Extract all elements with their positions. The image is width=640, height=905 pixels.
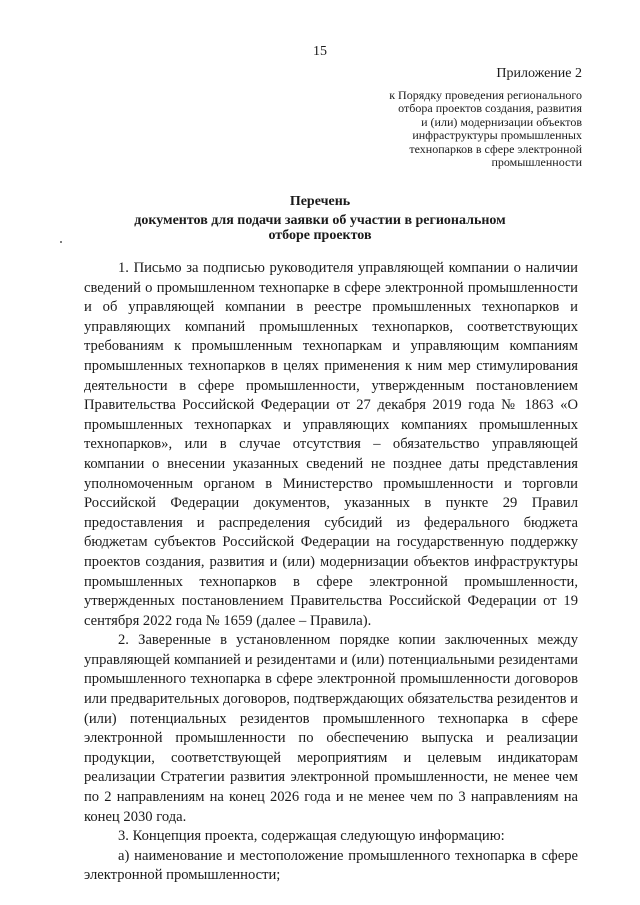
document-subtitle-line: документов для подачи заявки об участии в региональном xyxy=(134,213,506,228)
appendix-number: Приложение 2 xyxy=(496,66,582,81)
appendix-caption-line: к Порядку проведения регионального xyxy=(389,88,582,102)
paragraph-item-1: 1. Письмо за подписью руководителя управляющей компании о наличии сведений о промышленном технопарке в сфере электронной промышленности и об управляющей компании в реестре промышленных технопарков и управляющих компаний промышленных технопарков, соответствующих требованиям к промышленным технопаркам и управляющим компаниям промышленных технопарков в целях применения к ним мер стимулирования деятельности в сфере промышленности, утвержденным постановлением Правительства Российской Федерации от 27 декабря 2019 года № 1863 «О промышленных технопарках и управляющих компаниях промышленных технопарков», или в случае отсутствия – обязательство управляющей компании о внесении указанных сведений не позднее даты представления уполномоченным органом в Министерство промышленности и торговли Российской Федерации документов, указанных в пункте 29 Правил предоставления и распределения субсидий из федерального бюджета бюджетам субъектов Российской Федерации на государственную поддержку проектов создания, развития и (или) модернизации объектов инфраструктуры промышленных технопарков в сфере электронной промышленности, утвержденных постановлением Правительства Российской Федерации от 19 сентября 2022 года № 1659 (далее – Правила). xyxy=(84,260,578,629)
document-subtitle-line: отборе проектов xyxy=(268,228,372,243)
scan-speck xyxy=(60,241,62,243)
paragraph-item-2: 2. Заверенные в установленном порядке копии заключенных между управляющей компанией и резидентами и (или) потенциальными резидентами промышленного технопарка в сфере электронной промышленности договоров или предварительных договоров, подтверждающих обязательства резидентов и (или) потенциальных резидентов промышленного технопарка в сфере электронной промышленности по обеспечению выпуска и реализации продукции, соответствующей мероприятиям и целевым индикаторам реализации Стратегии развития электронной промышленности, не менее чем по 2 направлениям на конец 2026 года и не менее чем по 3 направлениям на конец 2030 года. xyxy=(84,632,578,825)
appendix-caption-line: промышленности xyxy=(491,155,582,170)
appendix-caption-line: отбора проектов создания, развития xyxy=(398,101,582,116)
appendix-caption-line: и (или) модернизации объектов xyxy=(421,114,582,129)
paragraph-item-3: 3. Концепция проекта, содержащая следующую информацию: xyxy=(118,828,505,845)
appendix-caption-line: технопарков в сфере электронной xyxy=(409,141,582,156)
page-number: 15 xyxy=(313,44,327,59)
appendix-caption xyxy=(389,89,582,169)
appendix-caption-line: инфраструктуры промышленных xyxy=(412,128,582,143)
document-subtitle xyxy=(0,213,640,243)
paragraph-item-3a: а) наименование и местоположение промышленного технопарка в сфере электронной промышленности; xyxy=(84,847,578,884)
document-body xyxy=(84,259,578,886)
document-title: Перечень xyxy=(289,194,351,209)
